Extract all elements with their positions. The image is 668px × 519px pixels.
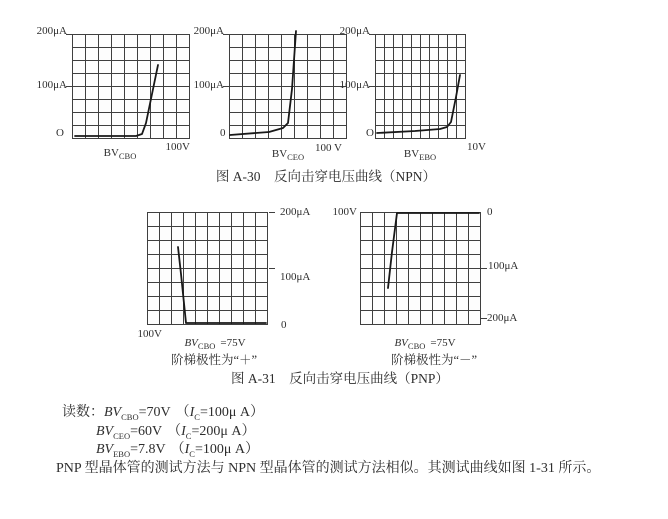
y-axis-label-100ua: 100μA: [339, 79, 370, 91]
bv-subscript: EBO: [419, 152, 437, 163]
bvcbo-75v-label: [155, 336, 275, 350]
x-axis-label-bvcbo: [90, 146, 150, 160]
ic-value: =200μ A: [191, 424, 242, 439]
y-axis-label-100ua: 100μA: [280, 271, 311, 283]
y-axis-label-200ua: 200μA: [280, 206, 311, 218]
axis-tick: [481, 318, 487, 319]
readings-prefix: 读数：: [62, 405, 104, 420]
pnp-plus-chart: [147, 212, 268, 325]
pnp-plus-curve: [147, 212, 267, 324]
npn-bvebo-chart: [375, 34, 466, 139]
ic-subscript: C: [194, 411, 200, 422]
bv-symbol: BV: [271, 148, 288, 160]
pnp-note-paragraph: PNP 型晶体管的测试方法与 NPN 型晶体管的测试方法相似。其测试曲线如图 1-31 所示。: [56, 461, 601, 476]
x-axis-max-label: 100 V: [315, 142, 342, 154]
ic-subscript: C: [185, 430, 192, 441]
axis-tick: [66, 86, 72, 87]
paren-close: ）: [241, 424, 256, 439]
ic-symbol: I: [189, 405, 195, 420]
bv-symbol: BV: [96, 442, 114, 457]
bv-subscript: CBO: [197, 341, 216, 352]
y-axis-label-zero: 0: [220, 127, 226, 139]
bv-subscript: CBO: [407, 341, 426, 352]
npn-bvebo-curve: [375, 34, 465, 138]
y-axis-label-zero: O: [56, 127, 64, 139]
axis-tick: [481, 268, 487, 269]
reading-line-bvcbo: [62, 404, 264, 421]
y-axis-label-zero: O: [366, 127, 374, 139]
y-axis-label-zero: 0: [487, 206, 493, 218]
bv-subscript: CBO: [118, 151, 137, 162]
bv-subscript: CEO: [287, 152, 305, 163]
bv-symbol: BV: [96, 424, 114, 439]
bv-value: =75V: [220, 337, 246, 349]
ic-symbol: I: [184, 442, 190, 457]
paren-close: ）: [249, 405, 264, 420]
ic-value: =100μ A: [199, 405, 250, 420]
y-axis-label-200ua: 200μA: [487, 312, 518, 324]
bv-subscript: CEO: [113, 430, 131, 441]
y-axis-label-200ua: 200μA: [36, 25, 67, 37]
ic-subscript: C: [189, 448, 195, 459]
axis-tick: [269, 212, 275, 213]
axis-tick: [269, 268, 275, 269]
figure-a30-caption: 图 A-30 反向击穿电压曲线（NPN）: [215, 169, 437, 184]
bv-symbol: BV: [394, 337, 408, 349]
axis-tick: [66, 34, 72, 35]
figure-a31-caption: 图 A-31 反向击穿电压曲线（PNP）: [231, 371, 449, 386]
bv-subscript: EBO: [113, 448, 131, 459]
bv-symbol: BV: [104, 405, 122, 420]
bv-symbol: BV: [103, 147, 119, 159]
y-axis-label-200ua: 200μA: [339, 25, 370, 37]
y-axis-label-100ua: 100μA: [36, 79, 67, 91]
bvcbo-75v-label: [365, 336, 485, 350]
bv-value: =70V: [138, 405, 171, 420]
axis-tick: [223, 34, 229, 35]
y-axis-label-zero: 0: [281, 319, 287, 331]
ic-symbol: I: [181, 424, 186, 439]
axis-tick: [223, 86, 229, 87]
bv-symbol: BV: [403, 148, 420, 160]
paren-open: （: [175, 405, 190, 420]
paren-open: （: [170, 442, 185, 457]
reading-line-bvebo: [96, 441, 259, 458]
bv-value: =7.8V: [130, 442, 166, 457]
paren-close: ）: [244, 442, 259, 457]
axis-tick: [369, 86, 375, 87]
reading-line-bvceo: [96, 423, 255, 440]
x-axis-100v-label: 100V: [137, 328, 162, 340]
y-axis-label-100ua: 100μA: [488, 260, 519, 272]
pnp-minus-chart: [360, 212, 481, 325]
npn-bvcbo-curve: [72, 34, 189, 138]
x-axis-max-label: 10V: [467, 141, 486, 153]
ic-value: =100μ A: [194, 442, 245, 457]
x-axis-label-bvebo: [390, 147, 450, 161]
step-polarity-minus-label: 阶梯极性为“－”: [390, 353, 478, 367]
y-axis-label-200ua: 200μA: [193, 25, 224, 37]
paren-open: （: [167, 424, 182, 439]
bv-subscript: CBO: [121, 411, 139, 422]
bv-symbol: BV: [184, 337, 198, 349]
bv-value: =60V: [130, 424, 163, 439]
axis-tick: [369, 34, 375, 35]
x-axis-max-label: 100V: [165, 141, 190, 153]
x-axis-100v-label: 100V: [332, 206, 357, 218]
x-axis-label-bvceo: [258, 147, 318, 161]
npn-bvcbo-chart: [72, 34, 190, 139]
bv-value: =75V: [430, 337, 456, 349]
pnp-minus-curve: [360, 212, 480, 324]
step-polarity-plus-label: 阶梯极性为“＋”: [170, 353, 258, 367]
y-axis-label-100ua: 100μA: [193, 79, 224, 91]
